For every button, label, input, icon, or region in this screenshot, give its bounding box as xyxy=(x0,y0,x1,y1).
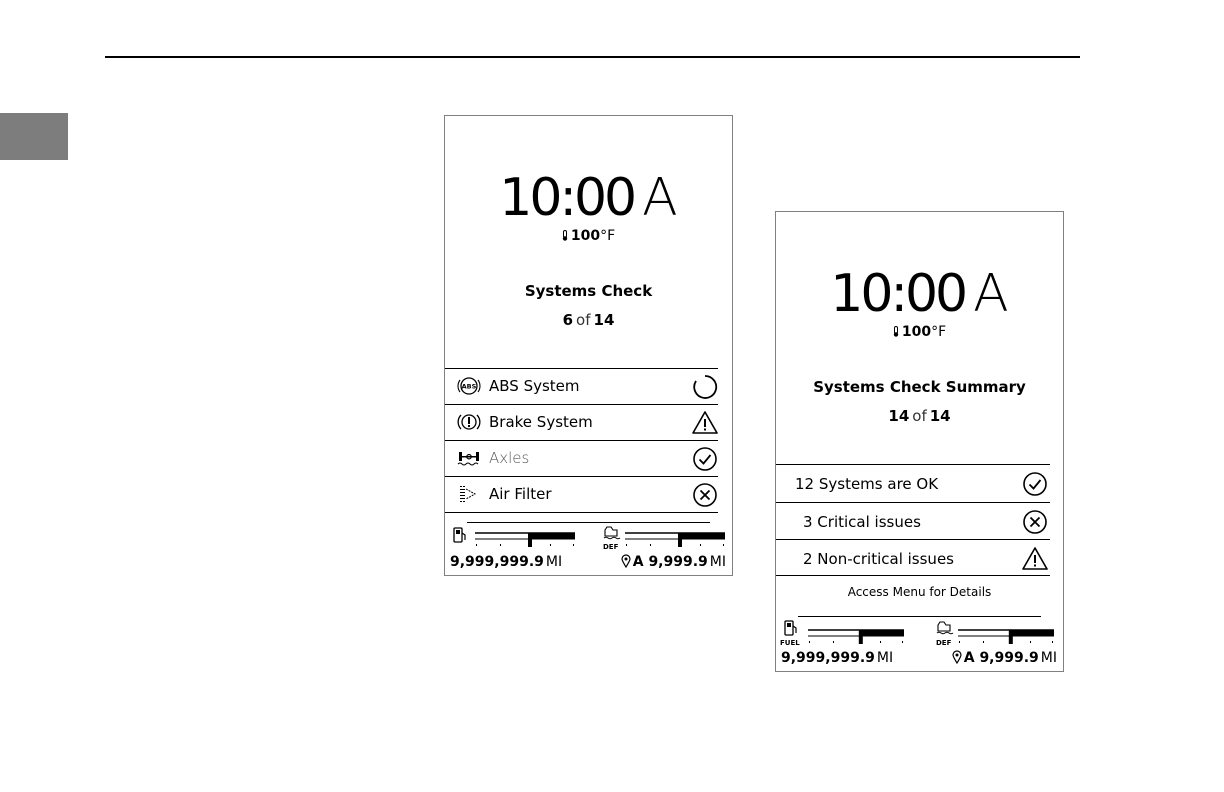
axle-icon xyxy=(457,449,481,467)
odometer-unit: MI xyxy=(876,650,894,666)
list-item-label: Axles xyxy=(489,449,530,467)
thermometer-icon xyxy=(562,230,568,241)
def-label: DEF xyxy=(936,639,952,647)
list-item-label: Air Filter xyxy=(489,485,552,503)
summary-label: 2 Non-critical issues xyxy=(803,550,954,568)
check-circle-icon xyxy=(692,446,718,472)
gauge-separator xyxy=(798,616,1041,617)
clock xyxy=(776,264,1063,324)
fuel-gauge xyxy=(808,626,908,648)
screen-title: Systems Check xyxy=(524,282,653,300)
temperature-value: 100 xyxy=(570,228,601,244)
list-item-air-filter xyxy=(445,476,718,511)
check-progress xyxy=(445,311,732,329)
temperature-value: 100 xyxy=(901,324,932,340)
check-progress xyxy=(776,407,1063,425)
systems-check-summary-screen xyxy=(775,211,1064,672)
check-circle-icon xyxy=(1022,471,1048,497)
summary-row-noncritical xyxy=(776,539,1050,576)
summary-row-ok xyxy=(776,464,1050,501)
warning-triangle-icon xyxy=(692,410,718,436)
page-header-rule xyxy=(105,56,1080,58)
clock-ampm: A xyxy=(973,264,1009,324)
progress-total: 14 xyxy=(593,311,615,329)
def-gauge xyxy=(625,529,725,551)
section-tab xyxy=(0,113,68,160)
svg-text:ABS: ABS xyxy=(461,382,477,391)
summary-label: 12 Systems are OK xyxy=(795,475,939,493)
x-circle-icon xyxy=(692,482,718,508)
fuel-label: FUEL xyxy=(780,639,800,647)
outside-temperature xyxy=(776,324,1063,340)
odometer xyxy=(781,650,893,666)
progress-of: of xyxy=(912,407,927,425)
trip-meter xyxy=(952,650,1057,666)
odometer-unit: MI xyxy=(545,554,563,570)
location-pin-icon xyxy=(952,650,962,664)
odometer xyxy=(450,554,562,570)
outside-temperature xyxy=(445,228,732,244)
gauge-separator xyxy=(467,522,710,523)
trip-prefix: A xyxy=(963,650,975,666)
air-filter-icon xyxy=(457,485,481,503)
temperature-unit: °F xyxy=(931,324,947,340)
list-item-abs xyxy=(445,368,718,403)
x-circle-icon xyxy=(1022,509,1048,535)
progress-current: 6 xyxy=(562,311,574,329)
def-fluid-icon xyxy=(936,620,954,636)
list-bottom-rule xyxy=(445,512,718,513)
summary-label: 3 Critical issues xyxy=(803,513,921,531)
systems-check-screen xyxy=(444,115,733,576)
screen-title: Systems Check Summary xyxy=(813,378,1026,396)
trip-meter xyxy=(621,554,726,570)
clock-ampm: A xyxy=(642,168,678,228)
clock-time: 10:00 xyxy=(830,264,966,324)
trip-value: 9,999.9 xyxy=(648,554,708,570)
progress-current: 14 xyxy=(888,407,910,425)
trip-prefix: A xyxy=(632,554,644,570)
def-gauge xyxy=(958,626,1058,648)
location-pin-icon xyxy=(621,554,631,568)
brake-icon xyxy=(457,413,481,431)
trip-unit: MI xyxy=(1040,650,1057,666)
progress-total: 14 xyxy=(929,407,951,425)
progress-of: of xyxy=(576,311,591,329)
summary-row-critical xyxy=(776,502,1050,539)
access-menu-hint: Access Menu for Details xyxy=(847,585,992,599)
list-bottom-rule xyxy=(776,575,1050,576)
def-label: DEF xyxy=(603,543,619,551)
trip-unit: MI xyxy=(709,554,726,570)
list-item-label: Brake System xyxy=(489,413,593,431)
fuel-pump-icon xyxy=(453,527,467,543)
list-item-brake xyxy=(445,404,718,439)
abs-icon xyxy=(457,377,481,395)
clock xyxy=(445,168,732,228)
trip-value: 9,999.9 xyxy=(979,650,1039,666)
in-progress-spinner-icon xyxy=(692,374,718,400)
thermometer-icon xyxy=(893,326,899,337)
warning-triangle-icon xyxy=(1022,546,1048,572)
fuel-gauge xyxy=(475,529,575,551)
list-item-axles xyxy=(445,440,718,475)
temperature-unit: °F xyxy=(600,228,616,244)
list-item-label: ABS System xyxy=(489,377,580,395)
odometer-value: 9,999,999.9 xyxy=(781,650,875,666)
def-fluid-icon xyxy=(603,525,621,541)
clock-time: 10:00 xyxy=(499,168,635,228)
odometer-value: 9,999,999.9 xyxy=(450,554,544,570)
fuel-pump-icon xyxy=(784,620,798,636)
